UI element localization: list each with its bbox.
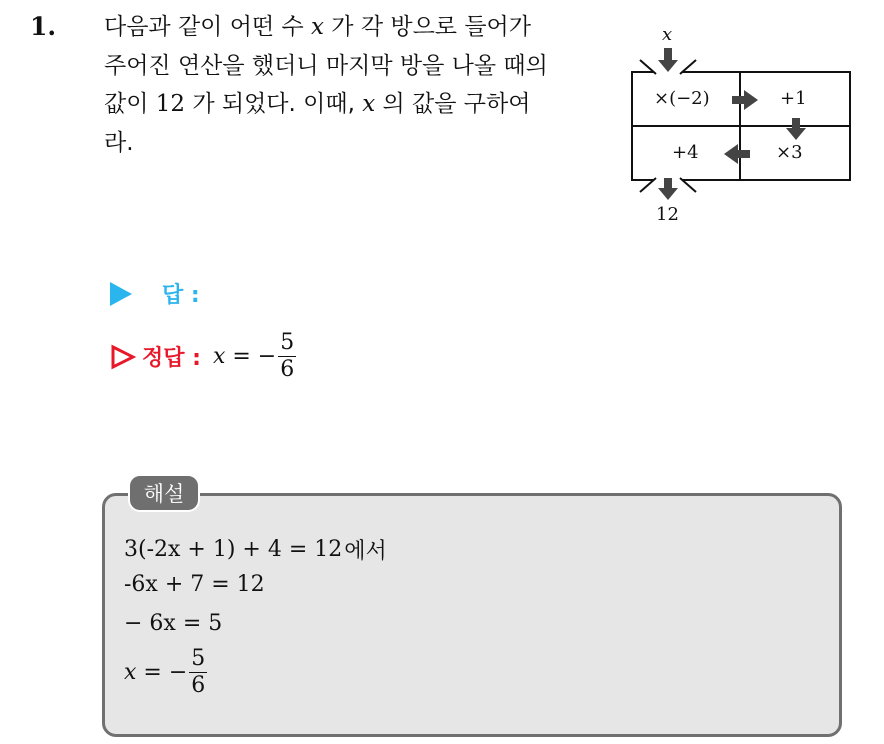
- solution-tab: 해설: [128, 474, 200, 512]
- question-line-3: [104, 85, 604, 124]
- solution-line-1-kr: 에서: [344, 539, 387, 564]
- correct-arrow-icon: [110, 344, 136, 370]
- correct-answer-math: [213, 330, 298, 383]
- question-line-2: 주어진 연산을 했더니 마지막 방을 나올 때의: [104, 52, 548, 79]
- question-line-1: [104, 8, 604, 47]
- correct-label: 정답 :: [142, 346, 201, 371]
- answer-arrow-icon: [110, 282, 132, 306]
- correct-answer-row: [110, 330, 298, 383]
- room-diagram: [620, 22, 860, 232]
- question-number-12: 12: [155, 91, 186, 117]
- diagram-input-label: x: [662, 24, 673, 45]
- solution-fraction-numerator: 5: [191, 646, 206, 671]
- solution-line-3: − 6x = 5: [124, 611, 223, 636]
- correct-answer-lhs: x = −: [212, 344, 277, 369]
- solution-line-4-lhs: x = −: [124, 660, 188, 685]
- fraction-denominator: 6: [280, 357, 295, 382]
- diagram-output-label: 12: [656, 204, 679, 225]
- correct-answer-fraction: [278, 330, 296, 383]
- room-diagram-graphic: [620, 22, 860, 232]
- diagram-cell-3: +4: [672, 142, 699, 163]
- solution-line-4: [124, 646, 209, 699]
- solution-line-2: -6x + 7 = 12: [124, 572, 265, 597]
- solution-fraction-denominator: 6: [191, 673, 206, 698]
- diagram-cell-4: ×3: [776, 142, 803, 163]
- question-number: 1.: [30, 12, 57, 41]
- question-text: [104, 8, 604, 162]
- answer-row: [110, 278, 200, 309]
- solution-fraction: [189, 646, 207, 699]
- question-line-1-a: 다음과 같이 어떤 수: [104, 14, 311, 40]
- diagram-cell-1: ×(−2): [654, 88, 710, 109]
- question-var: x: [311, 14, 324, 40]
- answer-label: 답 :: [162, 283, 200, 308]
- solution-line-1: [124, 534, 387, 565]
- question-line-1-b: 가 각 방으로 들어가: [323, 14, 531, 40]
- question-line-3-a: 값이: [104, 91, 156, 117]
- diagram-cell-2: +1: [780, 88, 807, 109]
- solution-line-1-math: 3(-2x + 1) + 4 = 12: [124, 537, 343, 562]
- question-var-2: x: [362, 91, 376, 117]
- question-line-3-b: 가 되었다. 이때,: [185, 91, 363, 117]
- fraction-numerator: 5: [280, 330, 295, 355]
- question-line-4: 라.: [104, 129, 134, 156]
- question-line-3-c: 의 값을 구하여: [375, 91, 531, 117]
